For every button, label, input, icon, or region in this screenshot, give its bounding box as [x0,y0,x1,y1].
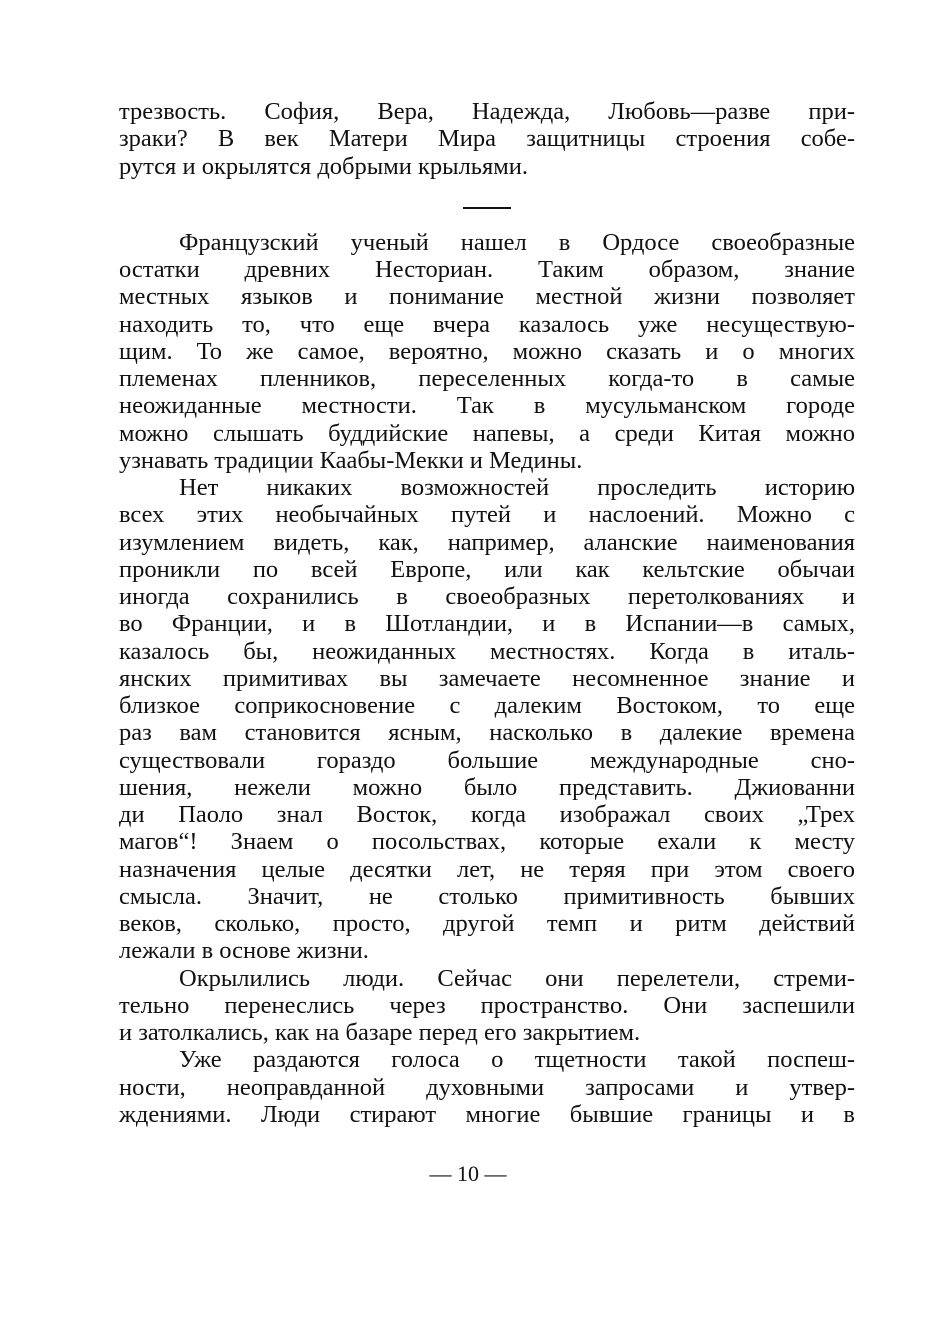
text-line: Нет никаких возможностей проследить историю [179,474,855,501]
text-line: проникли по всей Европе, или как кельтские обычаи [119,555,855,583]
page-number: — 10 — [429,1161,507,1186]
text-line: иногда сохранились в своеобразных перетолкованиях и [119,583,855,610]
text-line: смысла. Значит, не столько примитивность бывших [119,882,855,910]
text-line: щим. То же самое, вероятно, можно сказать и о многих [119,337,855,365]
text-line: ности, неоправданной духовными запросами и утвер- [119,1073,855,1101]
text-line: во Франции, и в Шотландии, и в Испании—в самых, [119,610,855,638]
text-line: ди Паоло знал Восток, когда изображал своих „Трех [119,801,855,828]
paragraph-4 [119,965,855,1047]
text-line: изумлением видеть, как, например, аланские наименования [119,528,855,556]
text-line: местных языков и понимание местной жизни позволяет [119,283,855,311]
text-line: лежали в основе жизни. [119,937,369,965]
text-line: шения, нежели можно было представить. Джиованни [119,773,855,801]
text-line: раз вам становится ясным, насколько в далекие времена [119,719,855,747]
text-line: всех этих необычайных путей и наслоений. Можно с [119,501,855,529]
text-line: узнавать традиции Каабы-Мекки и Медины. [119,446,583,474]
text-line: племенах пленников, переселенных когда-то в самые [119,365,855,392]
text-line: трезвость. София, Вера, Надежда, Любовь—разве при- [119,98,855,125]
paragraph-3 [119,474,855,965]
paragraph-5 [119,1046,855,1128]
text-line: магов“! Знаем о посольствах, которые ехали к месту [119,828,855,856]
text-line: можно слышать буддийские напевы, а среди Китая можно [119,419,855,447]
text-line: близкое соприкосновение с далеким Востоком, то еще [119,692,855,719]
text-line: ждениями. Люди стирают многие бывшие границы и в [119,1100,855,1128]
text-line: остатки древних Несториан. Таким образом, знание [119,256,855,283]
text-line: Окрылились люди. Сейчас они перелетели, стреми- [179,964,855,992]
text-line: веков, сколько, просто, другой темп и ритм действий [119,910,855,937]
text-line: рутся и окрылятся добрыми крыльями. [119,152,528,180]
text-line: казалось бы, неожиданных местностях. Когда в италь- [119,637,855,665]
text-line: и затолкались, как на базаре перед его закрытием. [119,1019,641,1046]
text-line: существовали гораздо большие международные сно- [119,746,855,774]
paragraph-2 [119,229,855,474]
text-line: неожиданные местности. Так в мусульманском городе [119,392,855,420]
text-line: Уже раздаются голоса о тщетности такой поспеш- [179,1046,855,1074]
text-line: янских примитивах вы замечаете несомненное знание и [119,664,855,692]
text-line: тельно перенеслись через пространство. Они заспешили [119,991,855,1019]
text-line: зраки? В век Матери Мира защитницы строения собе- [119,125,855,153]
paragraph-1 [119,98,855,180]
text-line: находить то, что еще вчера казалось уже несуществую- [119,310,855,338]
text-line: Французский ученый нашел в Ордосе своеобразные [179,228,855,256]
page-body [119,98,855,1128]
text-line: назначения целые десятки лет, не теряя при этом своего [119,855,855,883]
